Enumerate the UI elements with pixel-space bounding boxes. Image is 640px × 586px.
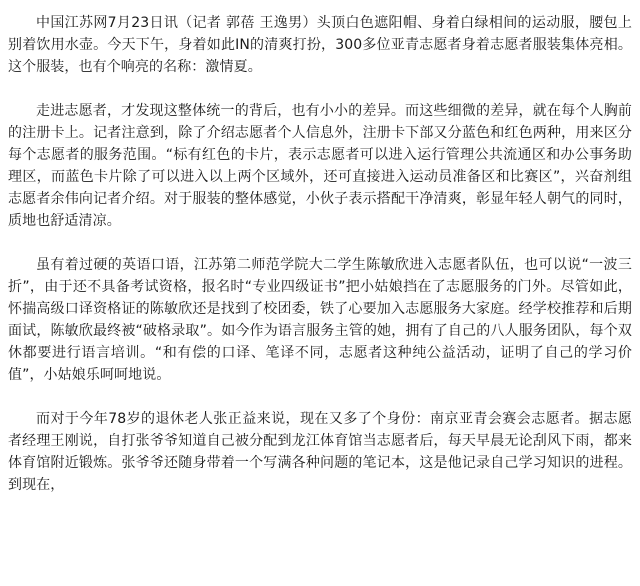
article-body	[8, 12, 632, 518]
paragraph-zhang-zhengyi: 而对于今年78岁的退休老人张正益来说，现在又多了个身份：南京亚青会赛会志愿者。据志愿者经理王刚说，自打张爷爷知道自己被分配到龙江体育馆当志愿者后，每天早晨无论刮风下雨，都来体育馆附近锻炼。张爷爷还随身带着一个写满各种问题的笔记本，这是他记录自己学习知识的进程。到现在，	[8, 411, 632, 493]
paragraph-registration-card: 走进志愿者，才发现这整体统一的背后，也有小小的差异。而这些细微的差异，就在每个人胸前的注册卡上。记者注意到，除了介绍志愿者个人信息外，注册卡下部又分蓝色和红色两种，用来区分每个志愿者的服务范围。“标有红色的卡片，表示志愿者可以进入运行管理公共流通区和办公事务助理区，而蓝色卡片除了可以进入以上两个区域外，还可直接进入运动员准备区和比赛区”，兴奋剂组志愿者余伟向记者介绍。对于服装的整体感觉，小伙子表示搭配干净清爽，彰显年轻人朝气的同时，质地也舒适清凉。	[8, 103, 632, 229]
paragraph-intro: 中国江苏网7月23日讯（记者 郭蓓 王逸男）头顶白色遮阳帽、身着白绿相间的运动服，腰包上别着饮用水壶。今天下午，身着如此IN的清爽打扮，300多位亚青志愿者身着志愿者服装集体亮相。这个服装，也有个响亮的名称：激情夏。	[8, 15, 632, 75]
paragraph-chen-minxin: 虽有着过硬的英语口语，江苏第二师范学院大二学生陈敏欣进入志愿者队伍，也可以说“一波三折”，由于还不具备考试资格，报名时“专业四级证书”把小姑娘挡在了志愿服务的门外。尽管如此，怀揣高级口译资格证的陈敏欣还是找到了校团委，铁了心要加入志愿服务大家庭。经学校推荐和后期面试，陈敏欣最终被“破格录取”。如今作为语言服务主管的她，拥有了自己的八人服务团队，每个双休都要进行语言培训。“和有偿的口译、笔译不同，志愿者这种纯公益活动，证明了自己的学习价值”，小姑娘乐呵呵地说。	[8, 257, 632, 383]
